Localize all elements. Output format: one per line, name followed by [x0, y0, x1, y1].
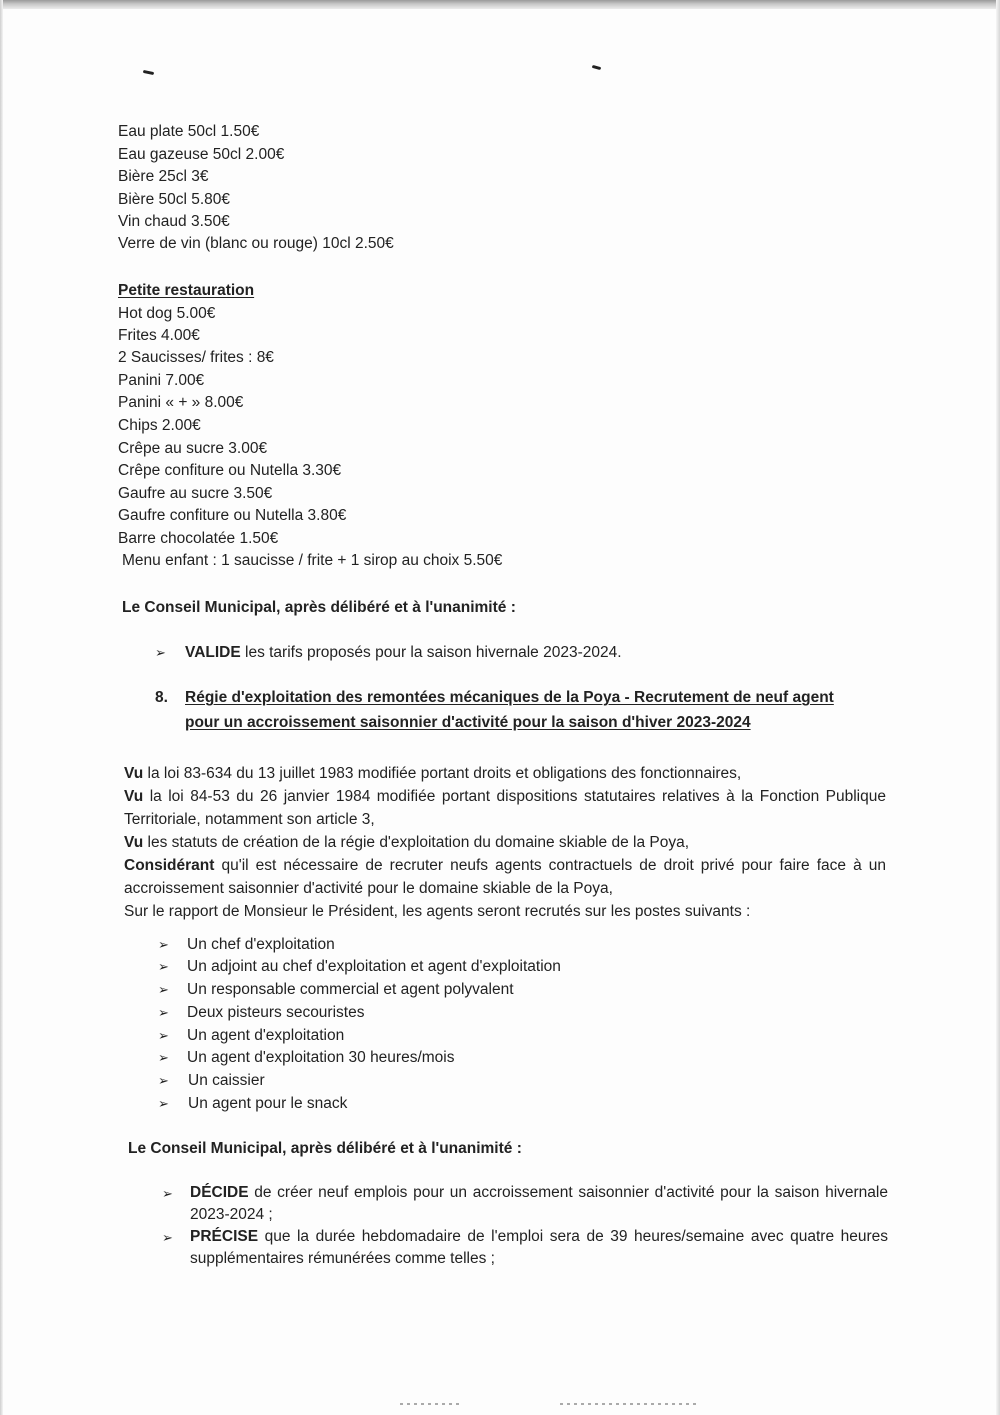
scan-noise [400, 1403, 460, 1405]
consideration-line [124, 900, 886, 923]
scan-top-edge [0, 0, 1000, 9]
post-item: Un agent pour le snack [188, 1095, 348, 1112]
consideration-line [124, 854, 886, 900]
price-line: Bière 25cl 3€ [118, 168, 209, 185]
arrow-bullet-icon: ➢ [158, 982, 169, 997]
section-title-line: Régie d'exploitation des remontées mécaniques de la Poya - Recrutement de neuf agent [185, 689, 834, 706]
food-heading: Petite restauration [118, 282, 255, 299]
arrow-bullet-icon: ➢ [158, 1005, 169, 1020]
decision-text: que la durée hebdomadaire de l'emploi sera de 39 heures/semaine avec quatre heures supplémentaires rémunérées comme telles ; [190, 1228, 888, 1267]
consideration-line [124, 785, 886, 831]
scan-left-edge [0, 0, 3, 1415]
price-line: Hot dog 5.00€ [118, 305, 216, 322]
price-line: Chips 2.00€ [118, 417, 201, 434]
keyword: Vu [124, 834, 144, 851]
price-line: Frites 4.00€ [118, 327, 200, 344]
arrow-bullet-icon: ➢ [158, 1073, 169, 1088]
consideration-text: la loi 84-53 du 26 janvier 1984 modifiée portant dispositions statutaires relatives à la Fonction Publique Territoriale, notamment son article 3, [124, 788, 886, 828]
decision-item [190, 1182, 888, 1226]
price-line: Gaufre au sucre 3.50€ [118, 485, 273, 502]
council-decision-intro: Le Conseil Municipal, après délibéré et à l'unanimité : [128, 1140, 522, 1157]
scan-right-edge [996, 0, 1000, 1415]
price-line: Bière 50cl 5.80€ [118, 191, 231, 208]
price-line: Crêpe confiture ou Nutella 3.30€ [118, 462, 342, 479]
decision-keyword: PRÉCISE [190, 1228, 259, 1245]
considerations [124, 762, 886, 923]
price-line: Verre de vin (blanc ou rouge) 10cl 2.50€ [118, 235, 394, 252]
arrow-bullet-icon: ➢ [162, 1186, 173, 1201]
price-line: Crêpe au sucre 3.00€ [118, 440, 268, 457]
price-line: 2 Saucisses/ frites : 8€ [118, 349, 274, 366]
arrow-bullet-icon: ➢ [158, 1028, 169, 1043]
decision-item [185, 643, 622, 663]
keyword: Vu [124, 765, 144, 782]
post-item: Un adjoint au chef d'exploitation et agent d'exploitation [187, 958, 561, 975]
consideration-text: la loi 83-634 du 13 juillet 1983 modifiée portant droits et obligations des fonctionnaires, [143, 765, 742, 782]
post-item: Un agent d'exploitation [187, 1027, 345, 1044]
decision-text: de créer neuf emplois pour un accroissement saisonnier d'activité pour la saison hivernale 2023-2024 ; [190, 1184, 888, 1223]
consideration-text: les statuts de création de la régie d'exploitation du domaine skiable de la Poya, [143, 834, 690, 851]
price-line: Panini 7.00€ [118, 372, 205, 389]
arrow-bullet-icon: ➢ [158, 959, 169, 974]
decision-keyword: DÉCIDE [190, 1184, 249, 1201]
price-line: Gaufre confiture ou Nutella 3.80€ [118, 507, 347, 524]
post-item: Deux pisteurs secouristes [187, 1004, 365, 1021]
post-item: Un caissier [188, 1072, 265, 1089]
section-title-line: pour un accroissement saisonnier d'activité pour la saison d'hiver 2023-2024 [185, 714, 751, 731]
keyword: Vu [124, 788, 144, 805]
council-decision-intro: Le Conseil Municipal, après délibéré et à l'unanimité : [122, 599, 516, 616]
arrow-bullet-icon: ➢ [155, 645, 166, 660]
scan-mark [143, 70, 154, 75]
arrow-bullet-icon: ➢ [162, 1230, 173, 1245]
decision-text: les tarifs proposés pour la saison hivernale 2023-2024. [240, 644, 622, 661]
decision-item [190, 1226, 888, 1270]
price-line: Panini « + » 8.00€ [118, 394, 244, 411]
price-line: Menu enfant : 1 saucisse / frite + 1 sirop au choix 5.50€ [122, 552, 503, 569]
consideration-text: Sur le rapport de Monsieur le Président, les agents seront recrutés sur les postes suivants : [124, 903, 751, 920]
section-number: 8. [155, 689, 168, 706]
decision-keyword: VALIDE [185, 644, 241, 661]
price-line: Eau gazeuse 50cl 2.00€ [118, 146, 285, 163]
post-item: Un chef d'exploitation [187, 936, 335, 953]
keyword: Considérant [124, 857, 215, 874]
scan-mark [592, 65, 601, 70]
arrow-bullet-icon: ➢ [158, 1096, 169, 1111]
consideration-line [124, 831, 886, 854]
price-line: Vin chaud 3.50€ [118, 213, 230, 230]
arrow-bullet-icon: ➢ [158, 937, 169, 952]
arrow-bullet-icon: ➢ [158, 1050, 169, 1065]
post-item: Un responsable commercial et agent polyvalent [187, 981, 514, 998]
price-line: Eau plate 50cl 1.50€ [118, 123, 260, 140]
scan-noise [560, 1403, 700, 1405]
price-line: Barre chocolatée 1.50€ [118, 530, 279, 547]
consideration-line [124, 762, 886, 785]
consideration-text: qu'il est nécessaire de recruter neufs agents contractuels de droit privé pour faire face à un accroissement saisonnier d'activité pour le domaine skiable de la Poya, [124, 857, 886, 897]
post-item: Un agent d'exploitation 30 heures/mois [187, 1049, 455, 1066]
